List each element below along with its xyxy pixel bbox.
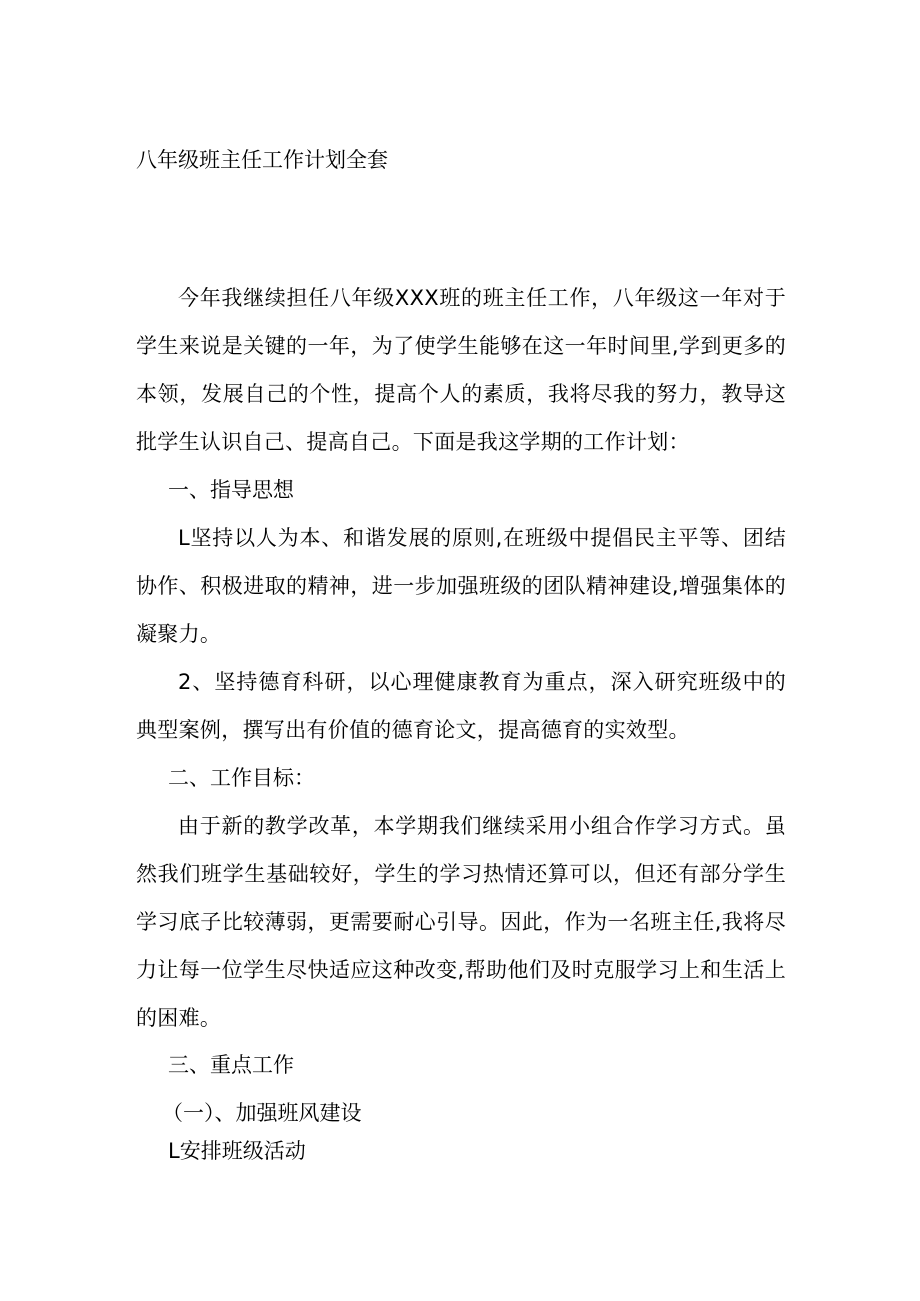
guiding-item-2: 2、坚持德育科研，以心理健康教育为重点，深入研究班级中的典型案例，撰写出有价值的德育论文，提高德育的实效型。 (136, 670, 786, 742)
key-work-item-1: L安排班级活动 (168, 1139, 306, 1163)
guiding-item-1: L坚持以人为本、和谐发展的原则,在班级中提倡民主平等、团结协作、积极进取的精神，进一步加强班级的团队精神建设,增强集体的凝聚力。 (136, 526, 786, 646)
intro-paragraph: 今年我继续担任八年级XXX班的班主任工作，八年级这一年对于学生来说是关键的一年，为了使学生能够在这一年时间里,学到更多的本领，发展自己的个性，提高个人的素质，我将尽我的努力，教导这批学生认识自己、提高自己。下面是我这学期的工作计划： (136, 286, 786, 454)
section-heading-guiding-ideology: 一、指导思想 (168, 478, 294, 502)
work-goals-paragraph: 由于新的教学改革，本学期我们继续采用小组合作学习方式。虽然我们班学生基础较好，学生的学习热情还算可以，但还有部分学生学习底子比较薄弱，更需要耐心引导。因此，作为一名班主任,我将尽力让每一位学生尽快适应这种改变,帮助他们及时克服学习上和生活上的困难。 (136, 814, 786, 1030)
section-heading-key-work: 三、重点工作 (168, 1053, 294, 1077)
section-heading-work-goals: 二、工作目标： (168, 766, 315, 790)
document-title: 八年级班主任工作计划全套 (136, 148, 388, 172)
subsection-heading-class-style: （一）、加强班风建设 (162, 1101, 362, 1125)
